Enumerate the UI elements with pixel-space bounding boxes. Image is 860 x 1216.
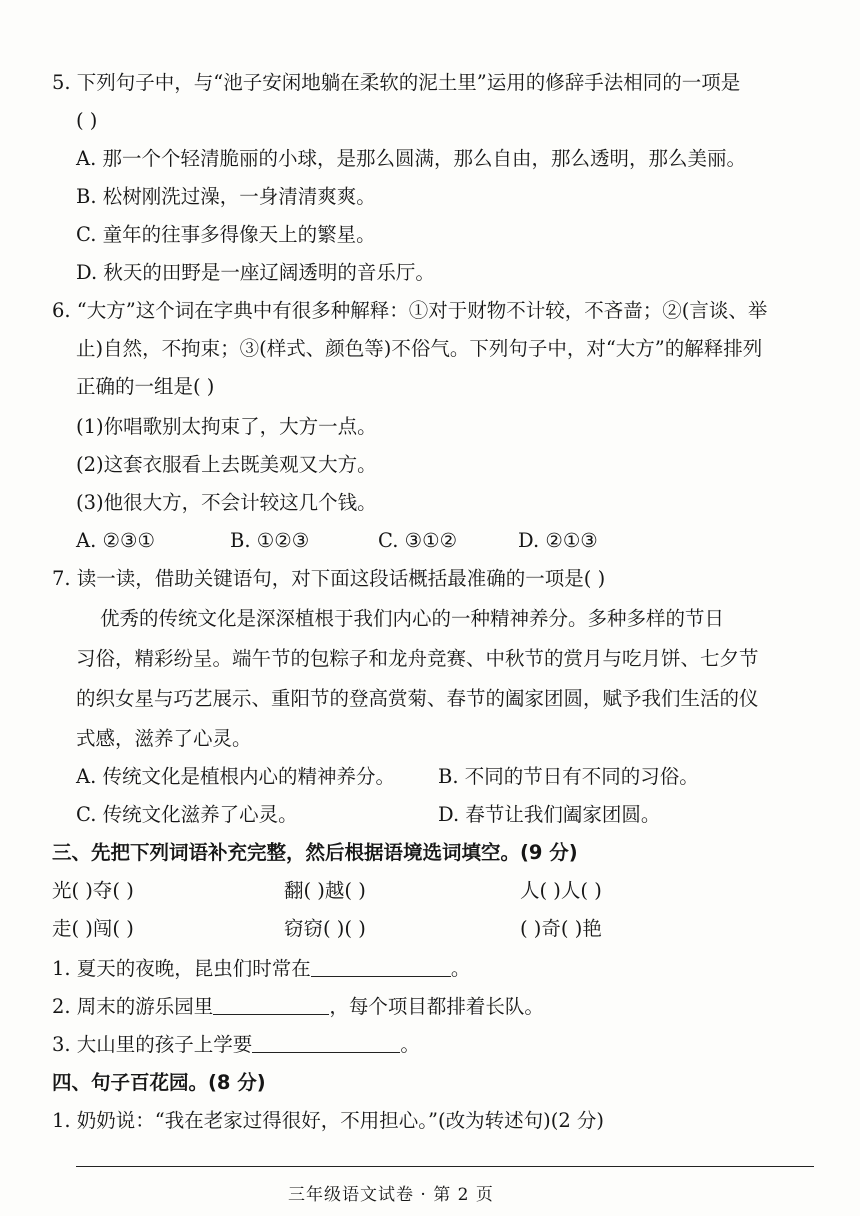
fill-1-blank[interactable] [311, 956, 451, 977]
footer-divider [76, 1166, 814, 1167]
q6-stem-line2: 止)自然，不拘束；③(样式、颜色等)不俗气。下列句子中，对“大方”的解释排列 [76, 337, 763, 360]
word-blank-6: ( )奇( )艳 [520, 917, 602, 940]
q7-option-a: A. 传统文化是植根内心的精神养分。 [76, 765, 395, 788]
fill-2-blank[interactable] [213, 994, 329, 1015]
fill-sentence-3 [52, 1030, 820, 1060]
section3-heading: 三、先把下列词语补充完整，然后根据语境选词填空。(9 分) [52, 841, 578, 864]
word-blank-1: 光( )夺( ) [52, 879, 134, 902]
q7-option-c: C. 传统文化滋养了心灵。 [76, 803, 298, 826]
fill-sentence-2 [52, 992, 820, 1022]
q7-passage-line1: 优秀的传统文化是深深植根于我们内心的一种精神养分。多种多样的节日 [100, 607, 725, 630]
q5-option-a: A. 那一个个轻清脆丽的小球，是那么圆满，那么自由，那么透明，那么美丽。 [76, 147, 746, 170]
word-blank-5: 窃窃( )( ) [284, 917, 366, 940]
q5-option-c: C. 童年的往事多得像天上的繁星。 [76, 223, 376, 246]
fill-3-blank[interactable] [252, 1032, 400, 1053]
q6-stem-line1: 6. “大方”这个词在字典中有很多种解释：①对于财物不计较，不吝啬；②(言谈、举 [52, 299, 768, 322]
q7-passage-line2: 习俗，精彩纷呈。端午节的包粽子和龙舟竞赛、中秋节的赏月与吃月饼、七夕节 [76, 647, 759, 670]
q6-stem-line3: 正确的一组是( ) [76, 375, 215, 398]
q6-sentence-3: (3)他很大方，不会计较这几个钱。 [76, 491, 377, 514]
fill-3-before: 3. 大山里的孩子上学要 [52, 1033, 253, 1056]
q7-passage-line4: 式感，滋养了心灵。 [76, 727, 252, 750]
page-footer: 三年级语文试卷 · 第 2 页 [288, 1185, 494, 1205]
q5-option-d: D. 秋天的田野是一座辽阔透明的音乐厅。 [76, 261, 435, 284]
q6-option-c: C. ③①② [378, 529, 458, 552]
q5-answer-paren: ( ) [76, 109, 98, 132]
q6-option-b: B. ①②③ [230, 529, 310, 552]
fill-1-after: 。 [450, 957, 471, 980]
word-blank-3: 人( )人( ) [520, 879, 602, 902]
q6-sentence-1: (1)你唱歌别太拘束了，大方一点。 [76, 415, 377, 438]
q7-passage-line3: 的织女星与巧艺展示、重阳节的登高赏菊、春节的阖家团圆，赋予我们生活的仪 [76, 687, 759, 710]
q5-stem: 5. 下列句子中，与“池子安闲地躺在柔软的泥土里”运用的修辞手法相同的一项是 [52, 71, 741, 94]
fill-2-after: ，每个项目都排着长队。 [329, 995, 544, 1018]
q5-option-b: B. 松树刚洗过澡，一身清清爽爽。 [76, 185, 376, 208]
q7-option-b: B. 不同的节日有不同的习俗。 [438, 765, 699, 788]
fill-sentence-1 [52, 954, 820, 984]
fill-1-before: 1. 夏天的夜晚，昆虫们时常在 [52, 957, 311, 980]
section4-heading: 四、句子百花园。(8 分) [52, 1071, 266, 1094]
q6-option-a: A. ②③① [76, 529, 155, 552]
q7-stem: 7. 读一读，借助关键语句，对下面这段话概括最准确的一项是( ) [52, 567, 606, 590]
q6-option-d: D. ②①③ [518, 529, 598, 552]
q6-sentence-2: (2)这套衣服看上去既美观又大方。 [76, 453, 377, 476]
word-blank-4: 走( )闯( ) [52, 917, 134, 940]
section4-q1: 1. 奶奶说：“我在老家过得很好，不用担心。”(改为转述句)(2 分) [52, 1109, 605, 1132]
q7-option-d: D. 春节让我们阖家团圆。 [438, 803, 661, 826]
fill-3-after: 。 [400, 1033, 420, 1056]
fill-2-before: 2. 周末的游乐园里 [52, 995, 214, 1018]
word-blank-2: 翻( )越( ) [284, 879, 366, 902]
